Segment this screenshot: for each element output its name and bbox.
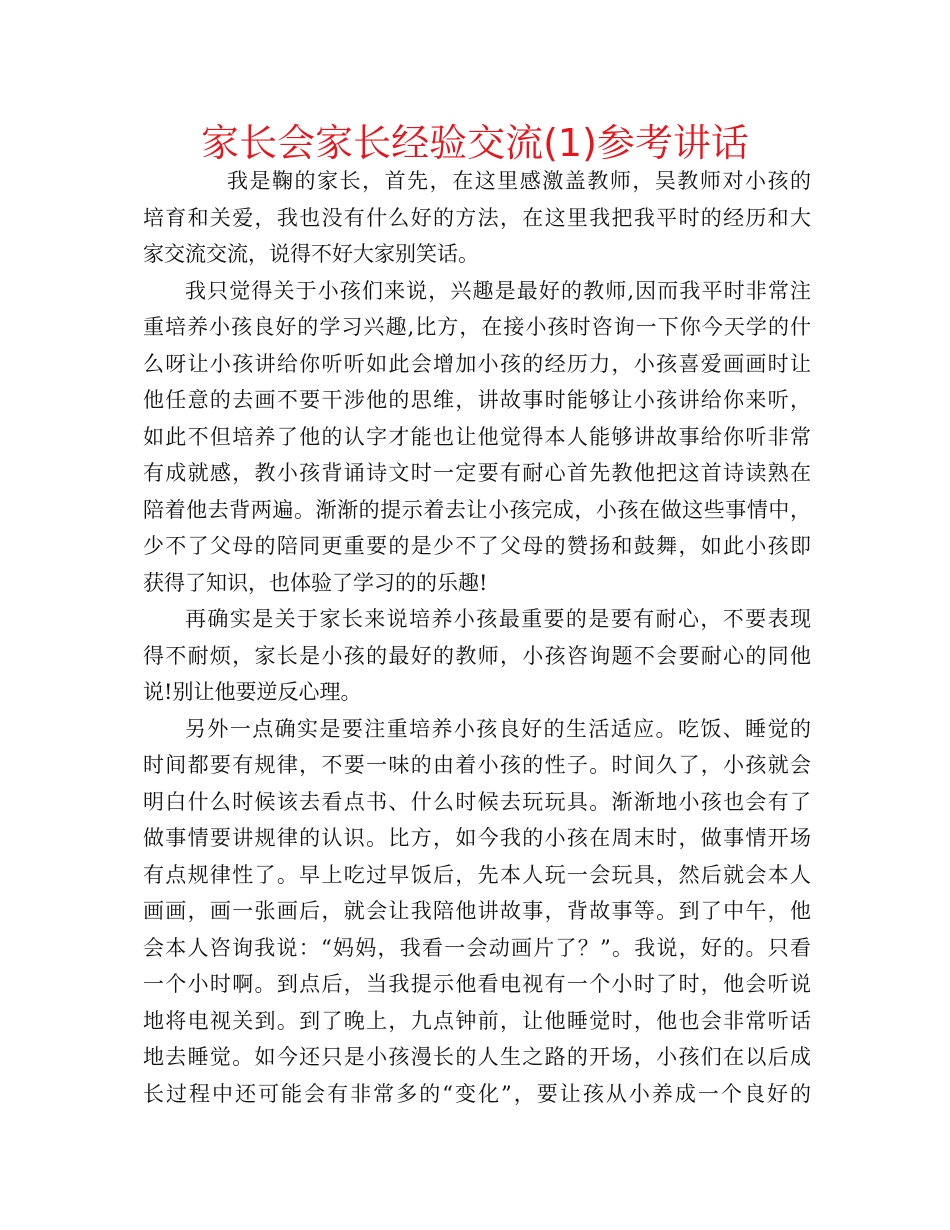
paragraph-2-line-4: 他任意的去画不要干涉他的思维，讲故事时能够让小孩讲给你来听， [143, 388, 811, 412]
paragraph-1-line-2: 培育和关爱，我也没有什么好的方法，在这里我把我平时的经历和大 [143, 205, 811, 230]
paragraph-2-line-8: 少不了父母的陪同更重要的是少不了父母的赞扬和鼓舞，如此小孩即 [143, 534, 811, 558]
paragraph-2-line-5: 如此不但培养了他的认字才能也让他觉得本人能够讲故事给你听非常 [143, 424, 811, 449]
paragraph-4-line-11: 长过程中还可能会有非常多的“变化”，要让孩从小养成一个良好的 [143, 1081, 811, 1106]
paragraph-2-line-3: 么呀让小孩讲给你听听如此会增加小孩的经历力，小孩喜爱画画时让 [143, 351, 811, 376]
paragraph-4-line-5: 有点规律性了。早上吃过早饭后，先本人玩一会玩具，然后就会本人 [143, 862, 811, 887]
paragraph-4-line-6: 画画，画一张画后，就会让我陪他讲故事，背故事等。到了中午，他 [143, 899, 811, 923]
paragraph-3-line-2: 得不耐烦，家长是小孩的最好的教师，小孩咨询题不会要耐心的同他 [143, 643, 811, 668]
paragraph-2-line-2: 重培养小孩良好的学习兴趣,比方，在接小孩时咨询一下你今天学的什 [143, 315, 811, 339]
paragraph-4-line-4: 做事情要讲规律的认识。比方，如今我的小孩在周末时，做事情开场 [143, 826, 811, 850]
paragraph-3-line-1: 再确实是关于家长来说培养小孩最重要的是要有耐心，不要表现 [185, 607, 811, 631]
paragraph-4-line-8: 一个小时啊。到点后，当我提示他看电视有一个小时了时，他会听说 [143, 972, 811, 996]
paragraph-2-line-9: 获得了知识，也体验了学习的的乐趣! [143, 570, 488, 595]
paragraph-4-line-3: 明白什么时候该去看点书、什么时候去玩玩具。渐渐地小孩也会有了 [143, 789, 811, 814]
document-title: 家长会家长经验交流(1)参考讲话 [201, 121, 749, 165]
paragraph-4-line-9: 地将电视关到。到了晚上，九点钟前，让他睡觉时，他也会非常听话 [143, 1008, 811, 1033]
paragraph-4-line-10: 地去睡觉。如今还只是小孩漫长的人生之路的开场，小孩们在以后成 [143, 1045, 811, 1069]
paragraph-3-line-3: 说!别让他要逆反心理。 [143, 680, 362, 704]
paragraph-1-line-1: 我是鞠的家长，首先，在这里感激盖教师，吴教师对小孩的 [227, 169, 811, 193]
document-body [143, 163, 811, 1112]
paragraph-4-line-1: 另外一点确实是要注重培养小孩良好的生活适应。吃饭、睡觉的 [185, 716, 811, 741]
paragraph-2-line-6: 有成就感，教小孩背诵诗文时一定要有耐心首先教他把这首诗读熟在 [143, 461, 811, 485]
paragraph-2-line-7: 陪着他去背两遍。渐渐的提示着去让小孩完成，小孩在做这些事情中， [143, 497, 811, 522]
paragraph-2-line-1: 我只觉得关于小孩们来说，兴趣是最好的教师,因而我平时非常注 [185, 278, 811, 303]
paragraph-1-line-3: 家交流交流，说得不好大家别笑话。 [143, 242, 479, 266]
paragraph-4-line-7: 会本人咨询我说：“妈妈，我看一会动画片了？”。我说，好的。只看 [143, 935, 811, 960]
paragraph-4-line-2: 时间都要有规律，不要一味的由着小孩的性子。时间久了，小孩就会 [143, 753, 811, 777]
